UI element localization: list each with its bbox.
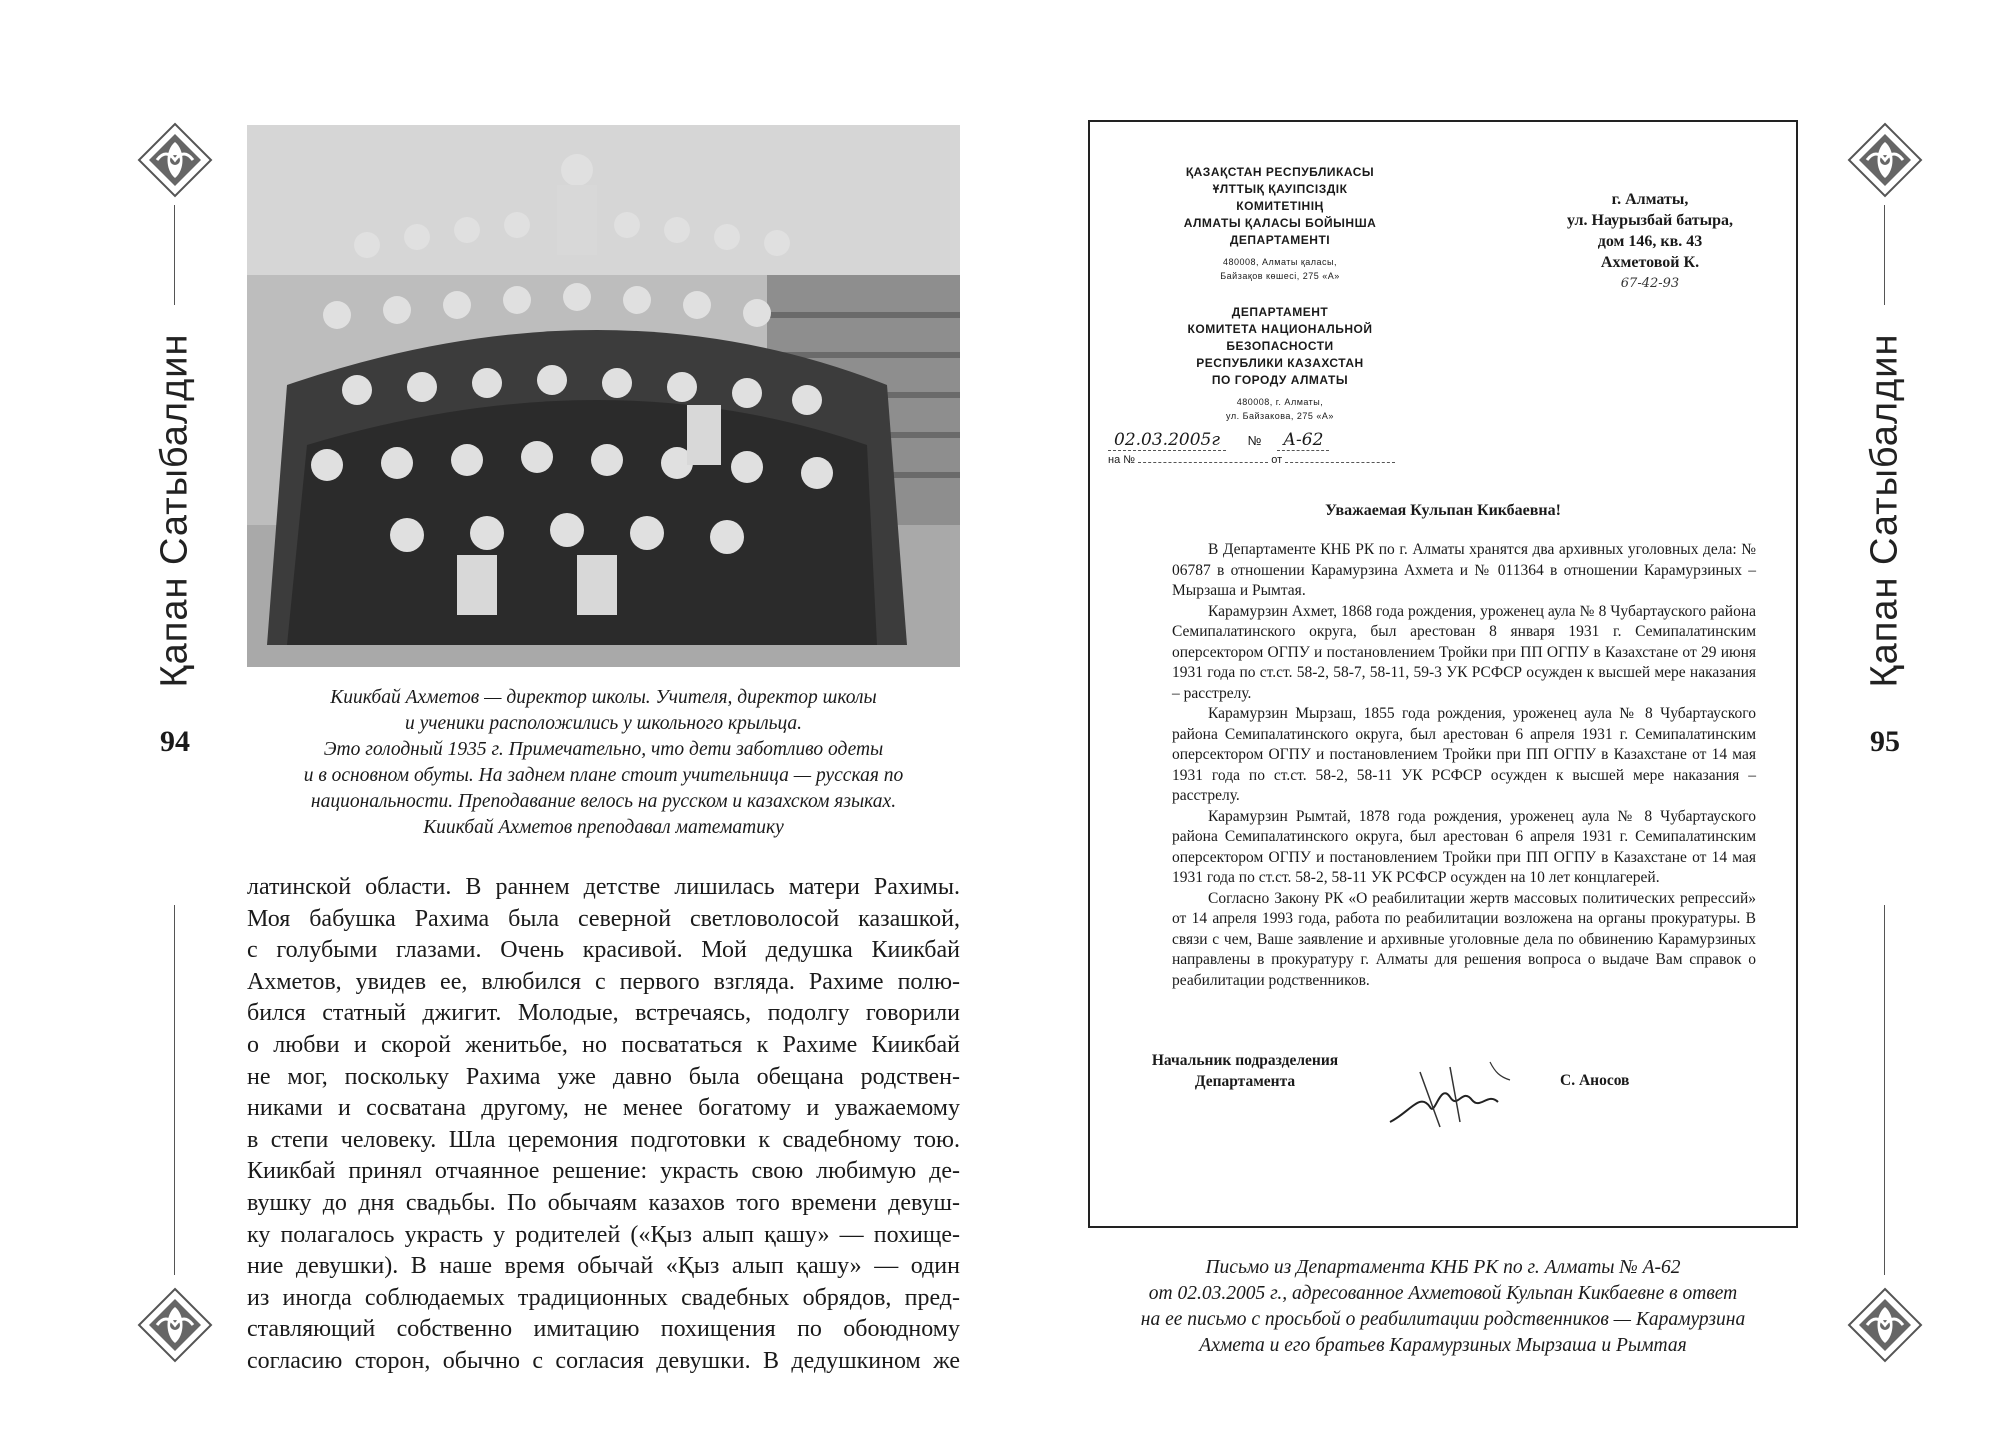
text-line: согласию сторон, обычно с согласия девушки. В дедушкином же <box>247 1347 960 1374</box>
reference-line: на № от <box>1108 454 1395 466</box>
text-line: ку полагалось украсть у родителей («Қыз алып қашу» — похище- <box>247 1221 960 1248</box>
letter-paragraph: В Департаменте КНБ РК по г. Алматы хранятся два архивных уголовных дела: № 06787 в отношении Карамурзина Ахмета и № 011364 в отношении Карамурзиных – Мырзаша и Рымтая. <box>1172 541 1756 599</box>
body-text <box>247 872 960 1378</box>
left-side-bar <box>120 0 230 1447</box>
signatory-name: С. Аносов <box>1560 1072 1630 1089</box>
text-line: о любви и скорой женитьбе, но посвататься к Рахиме Киикбай <box>247 1031 960 1058</box>
text-line: в степи человеку. Шла церемония подготовки к свадебному тою. <box>247 1126 960 1153</box>
letterhead-russian: ДЕПАРТАМЕНТ КОМИТЕТА НАЦИОНАЛЬНОЙ БЕЗОПАСНОСТИ РЕСПУБЛИКИ КАЗАХСТАН ПО ГОРОДУ АЛМАТЫ 480008, г. Алматы, ул. Байзакова, 275 «А» <box>1187 305 1373 421</box>
recipient-address: г. Алматы, ул. Наурызбай батыра, дом 146, кв. 43 Ахметовой К. 67-42-93 <box>1530 189 1770 294</box>
text-line: ставляющий собственно имитацию похищения по обоюдному <box>247 1316 960 1343</box>
right-side-bar <box>1830 0 1940 1447</box>
running-title: Қапан Сатыбалдин <box>1863 333 1906 687</box>
signatory-title: Начальник подразделения Департамента <box>1151 1052 1339 1090</box>
divider-line <box>174 905 175 1275</box>
letter-paragraph: Карамурзин Ахмет, 1868 года рождения, уроженец аула № 8 Чубартауского района Семипалатинского округа, был арестован 8 января 1931 г. Семипалатинским оперсектором ОГПУ и постановлением Тройки при ПП ОГПУ в Казахстане от 29 июня 1931 года по ст.ст. 58-2, 58-7, 58-11, 59-3 УК РСФСР осужден к высшей мере наказания – расстрелу. <box>1172 602 1756 702</box>
letter-paragraph: Согласно Закону РК «О реабилитации жертв массовых политических репрессий» от 14 апреля 1993 года, работа по реабилитации возложена на органы прокуратуры. В связи с чем, Ваше заявление и архивные уголовные дела по обвинению Карамурзиных направлены в прокуратуру г. Алматы для решения вопроса о выдаче Вам справок о реабилитации родственников. <box>1172 889 1756 989</box>
reg-date: 02.03.2005г <box>1108 430 1226 451</box>
letter-caption: Письмо из Департамента КНБ РК по г. Алматы № А-62 от 02.03.2005 г., адресованное Ахметовой Кульпан Кикбаевне в ответ на ее письмо с просьбой о реабилитации родственников — Карамурзина Ахмета и его братьев Карамурзиных Мырзаша и Рымтая <box>1140 1257 1746 1356</box>
text-line: латинской области. В раннем детстве лишилась матери Рахимы. <box>247 874 960 900</box>
salutation: Уважаемая Кульпан Кикбаевна! <box>1325 502 1561 519</box>
ornament-icon <box>135 1285 215 1365</box>
text-line: не мог, поскольку Рахима уже давно была обещана родствен- <box>247 1063 960 1090</box>
text-line: Киикбай принял отчаянное решение: украсть свою любимую де- <box>247 1158 960 1185</box>
letter-paragraph: Карамурзин Мырзаш, 1855 года рождения, уроженец аула № 8 Чубартауского района Семипалатинского округа, был арестован 6 апреля 1931 г. Семипалатинским оперсектором ОГПУ и постановлением Тройки при ПП ОГПУ в Казахстане от 14 мая 1931 года по ст.ст. 58-2, 58-11 УК РСФСР осужден к высшей мере наказания – расстрелу. <box>1172 705 1756 804</box>
text-line: Моя бабушка Рахима была северной светловолосой казашкой, <box>247 905 960 932</box>
divider-line <box>1884 905 1885 1275</box>
divider-line <box>1884 205 1885 305</box>
reg-no-label: № <box>1247 433 1262 448</box>
text-line: никами и сосватана другому, не менее богатому и уважаемому <box>247 1095 960 1122</box>
handwritten-phone: 67-42-93 <box>1620 276 1680 291</box>
text-line: ние девушки). В наше время обычай «Қыз алып қашу» — один <box>247 1253 960 1280</box>
text-line: бился статный джигит. Молодые, встречаясь, подолгу говорили <box>247 1000 960 1027</box>
text-line: вушку до дня свадьбы. По обычаям казахов того времени девуш- <box>247 1189 960 1216</box>
divider-line <box>174 205 175 305</box>
page-number: 95 <box>1870 725 1900 758</box>
page-number: 94 <box>160 725 190 758</box>
letterhead-kazakh: ҚАЗАҚСТАН РЕСПУБЛИКАСЫ ҰЛТТЫҚ ҚАУІПСІЗДІК КОМИТЕТІНІҢ АЛМАТЫ ҚАЛАСЫ БОЙЫНША ДЕПАРТАМЕНТІ 480008, Алматы қаласы, Байзақов көшесі, 275 «А» <box>1183 165 1377 281</box>
text-line: с голубыми глазами. Очень красивой. Мой дедушка Киикбай <box>247 937 960 964</box>
kgb-letter <box>1088 120 1798 1228</box>
letter-body <box>1172 540 1756 991</box>
ornament-icon <box>1845 120 1925 200</box>
photo-caption: Киикбай Ахметов — директор школы. Учителя, директор школы и ученики расположились у школьного крыльца. Это голодный 1935 г. Примечательно, что дети заботливо одеты и в основном обуты. На заднем плане стоит учительница — русская по национальности. Преподавание велось на русском и казахском языках. Киикбай Ахметов преподавал математику <box>303 687 904 838</box>
school-group-photo <box>247 125 960 667</box>
text-line: из иногда соблюдаемых традиционных свадебных обрядов, пред- <box>247 1284 960 1311</box>
reg-number: А-62 <box>1277 430 1329 451</box>
text-line: Ахметов, увидев ее, влюбился с первого взгляда. Рахиме полю- <box>247 968 960 995</box>
letter-paragraph: Карамурзин Рымтай, 1878 года рождения, уроженец аула № 8 Чубартауского района Семипалатинского округа, был арестован 6 апреля 1931 г. Семипалатинским оперсектором ОГПУ и постановлением Тройки при ПП ОГПУ в Казахстане от 14 мая 1931 года по ст.ст. 58-2, 58-11 УК РСФСР осужден на 10 лет концлагерей. <box>1172 807 1756 886</box>
ornament-icon <box>1845 1285 1925 1365</box>
running-title: Қапан Сатыбалдин <box>153 333 196 687</box>
ornament-icon <box>135 120 215 200</box>
signature-icon <box>1380 1052 1530 1142</box>
registration-line <box>1108 430 1329 450</box>
